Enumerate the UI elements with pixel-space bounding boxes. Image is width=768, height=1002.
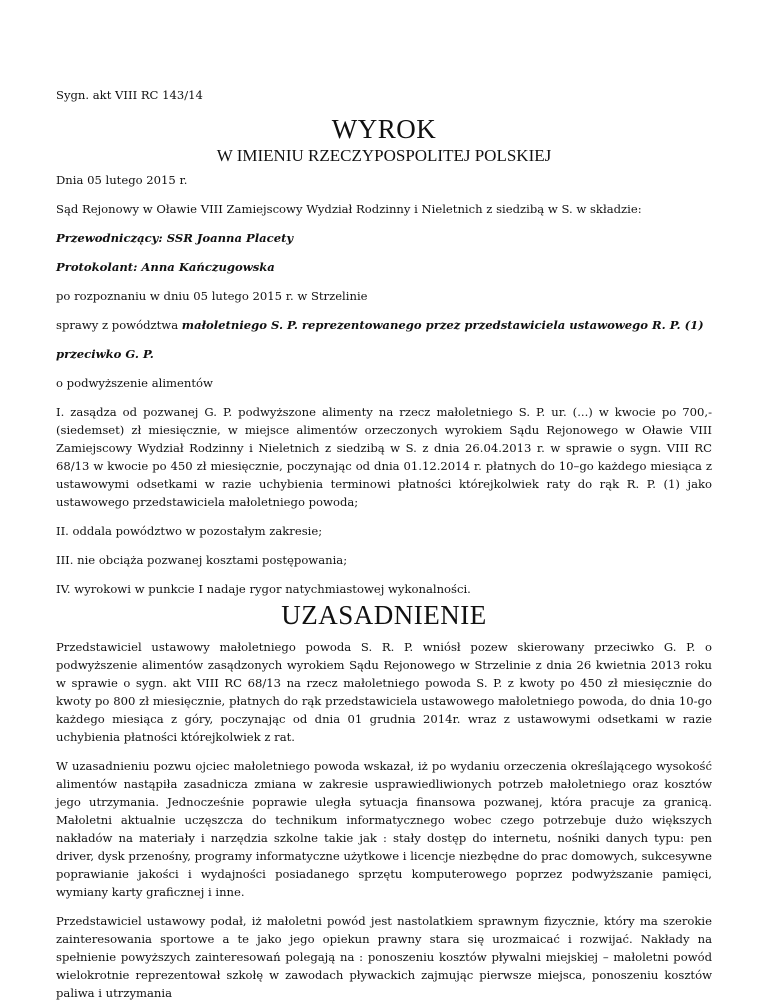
ruling-item: IV. wyrokowi w punkcie I nadaje rygor natychmiastowej wykonalności. — [56, 582, 471, 596]
document-subtitle: W IMIENIU RZECZYPOSPOLITEJ POLSKIEJ — [216, 146, 552, 165]
justification-title: UZASADNIENIE — [281, 600, 487, 630]
judgment-date: Dnia 05 lutego 2015 r. — [56, 173, 188, 187]
justification-paragraph: W uzasadnieniu pozwu ojciec małoletniego powoda wskazał, iż po wydaniu orzeczenia określającego wysokość alimentów nastąpiła zasadnicza zmiana w zakresie usprawiedliwionych potrzeb małoletniego oraz kosztów jego utrzymania. Jednocześnie poprawie uległa sytuacja finansowa pozwanej, która pracuje za granicą. Małoletni aktualnie uczęszcza do technikum informatycznego wobec czego potrzebuje dużo większych nakładów na materiały i narzędzia szkolne takie jak : stały dostęp do internetu, nośniki danych typu: pen driver, dysk przenośny, programy informatyczne użytkowe i licencje niezbędne do prac domowych, sukcesywne poprawianie jakości i wydajności posiadanego sprzętu komputerowego poprzez podwyższanie pamięci, wymiany karty graficznej i inne. — [56, 759, 712, 899]
justification-paragraph: Przedstawiciel ustawowy małoletniego powoda S. R. P. wniósł pozew skierowany przeciwko G. P. o podwyższenie alimentów zasądzonych wyrokiem Sądu Rejonowego w Strzelinie z dnia 26 kwietnia 2013 roku w sprawie o sygn. akt VIII RC 68/13 na rzecz małoletniego powoda S. P. z kwoty po 450 zł miesięcznie do kwoty po 800 zł miesięcznie, płatnych do rąk przedstawiciela ustawowego małoletniego powoda, do dnia 10-go każdego miesiąca z góry, poczynając od dnia 01 grudnia 2014r. wraz z ustawowymi odsetkami w razie uchybienia płatności którejkolwiek z rat. — [56, 640, 712, 744]
case-number: Sygn. akt VIII RC 143/14 — [56, 88, 203, 102]
case-subject: o podwyższenie alimentów — [56, 376, 213, 390]
ruling-item: II. oddala powództwo w pozostałym zakresie; — [56, 524, 323, 538]
plaintiff-name: małoletniego S. P. reprezentowanego przez przedstawiciela ustawowego R. P. (1) — [181, 318, 704, 332]
presiding-judge: Przewodniczący: SSR Joanna Placety — [56, 231, 294, 245]
court-clerk: Protokolant: Anna Kańczugowska — [56, 260, 275, 274]
defendant-name: przeciwko G. P. — [56, 347, 154, 361]
ruling-item: I. zasądza od pozwanej G. P. podwyższone alimenty na rzecz małoletniego S. P. ur. (...) w kwocie po 700,- (siedemset) zł miesięcznie, w miejsce alimentów orzeczonych wyrokiem Sądu Rejonowego w Oławie VIII Zamiejscowy Wydział Rodzinny i Nieletnich z siedzibą w S. z dnia 26.04.2013 r. w sprawie o sygn. VIII RC 68/13 w kwocie po 450 zł miesięcznie, poczynając od dnia 01.12.2014 r. płatnych do 10–go każdego miesiąca z ustawowymi odsetkami w razie uchybienia terminowi płatności którejkolwiek raty do rąk R. P. (1) jako ustawowego przedstawiciela małoletniego powoda; — [56, 405, 712, 509]
case-prefix: sprawy z powództwa — [56, 318, 182, 332]
ruling-item: III. nie obciąża pozwanej kosztami postępowania; — [56, 553, 348, 567]
case-parties — [56, 316, 712, 334]
judgment-document — [56, 86, 712, 1002]
hearing-info: po rozpoznaniu w dniu 05 lutego 2015 r. w Strzelinie — [56, 289, 368, 303]
court-composition: Sąd Rejonowy w Oławie VIII Zamiejscowy Wydział Rodzinny i Nieletnich z siedzibą w S. w składzie: — [56, 202, 642, 216]
justification-paragraph: Przedstawiciel ustawowy podał, iż małoletni powód jest nastolatkiem sprawnym fizycznie, który ma szerokie zainteresowania sportowe a te jako jego opiekun prawny stara się urozmaicać i rozwijać. Nakłady na spełnienie powyższych zainteresowań polegają na : ponoszeniu kosztów pływalni miejskiej – małoletni powód wielokrotnie reprezentował szkołę w zawodach pływackich zajmując pierwsze miejsca, ponoszeniu kosztów paliwa i utrzymania — [56, 914, 712, 1000]
document-title: WYROK — [331, 114, 437, 144]
